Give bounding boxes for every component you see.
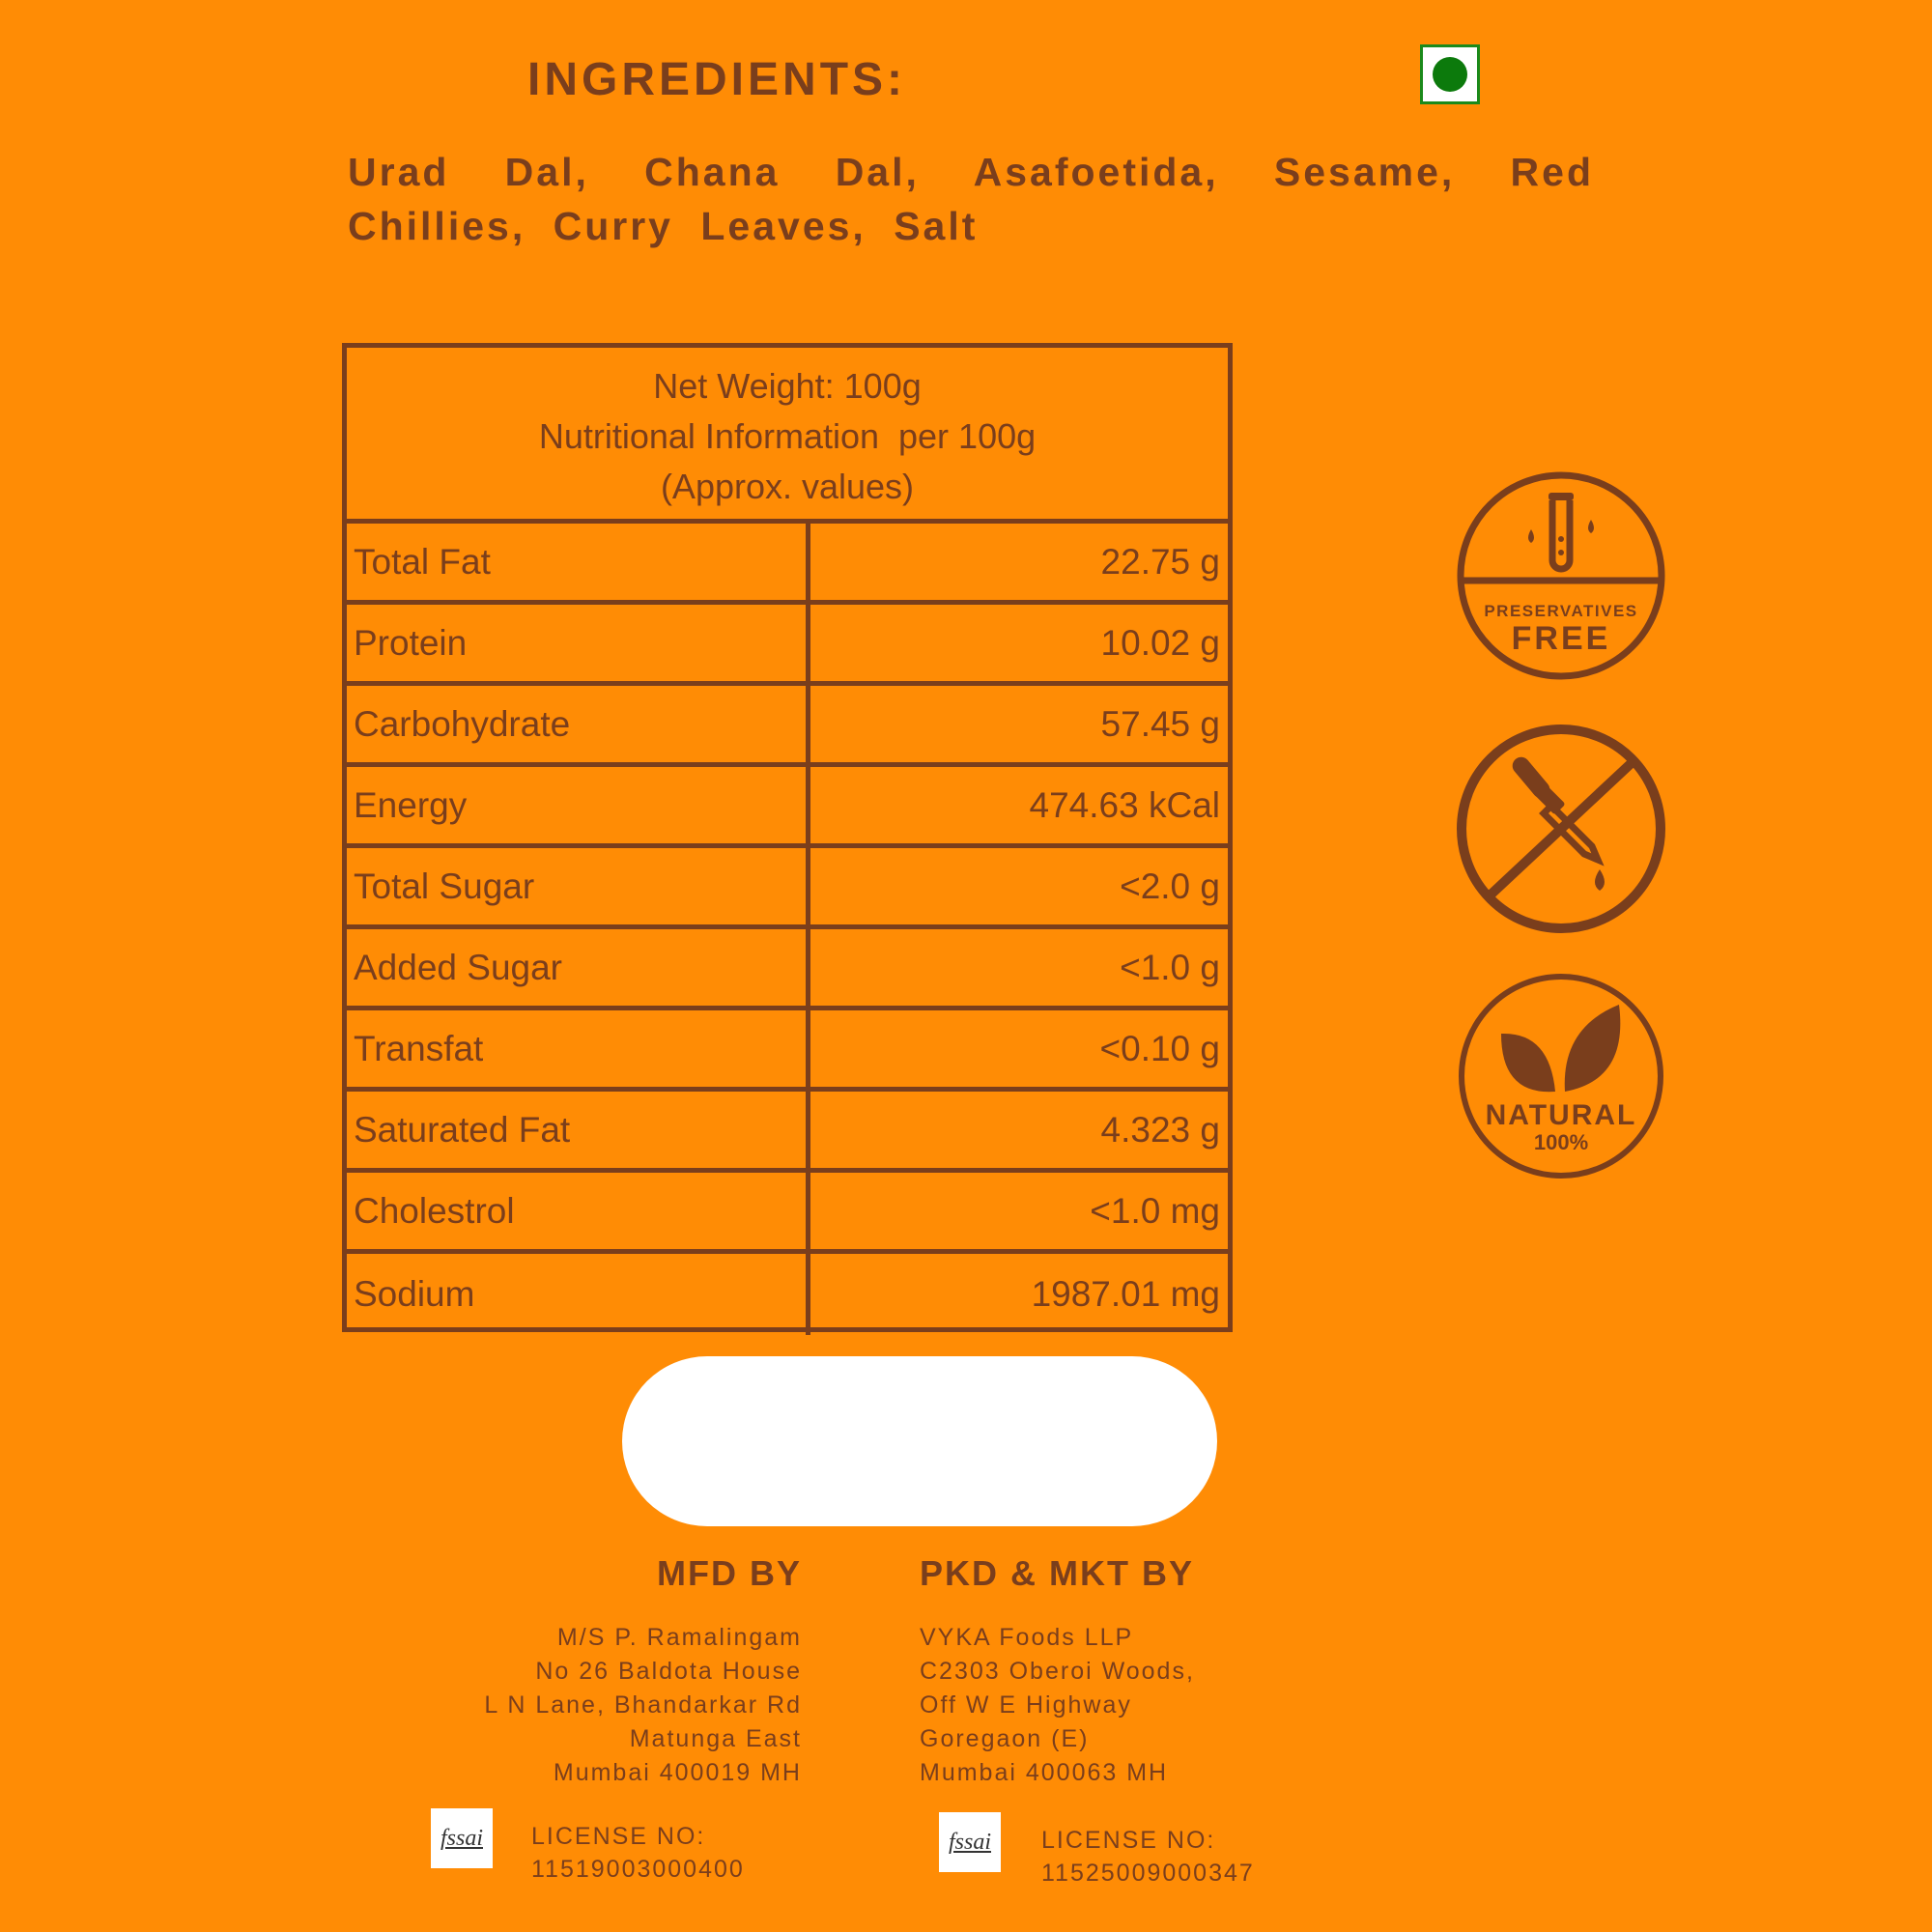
fssai-logo: fssai: [431, 1808, 493, 1868]
nutrient-value: <2.0 g: [1120, 866, 1220, 906]
no-additives-badge: [1457, 724, 1665, 933]
nutrition-row: [347, 605, 1228, 686]
leaves-icon: [1501, 1005, 1620, 1092]
nutrient-name: Protein: [347, 605, 810, 681]
packer-line: VYKA Foods LLP: [920, 1624, 1134, 1651]
manufacturer-license: [531, 1820, 745, 1886]
license-label: LICENSE NO:: [1041, 1827, 1216, 1854]
manufacturer-line: L N Lane, Bhandarkar Rd: [484, 1691, 802, 1719]
license-number: 11519003000400: [531, 1856, 745, 1883]
nutrient-value: <1.0 mg: [1090, 1190, 1220, 1231]
approx-values-label: (Approx. values): [660, 467, 915, 506]
blank-label-area: [622, 1356, 1217, 1526]
nutrient-value: 474.63 kCal: [1029, 784, 1220, 825]
manufacturer-line: No 26 Baldota House: [535, 1658, 802, 1685]
manufacturer-block: [484, 1553, 802, 1790]
manufacturer-line: Matunga East: [629, 1725, 802, 1752]
nutrition-row: [347, 767, 1228, 848]
nutrient-name: Transfat: [347, 1010, 810, 1087]
nutrient-value: 10.02 g: [1100, 622, 1220, 663]
license-number: 11525009000347: [1041, 1860, 1255, 1887]
packer-line: Mumbai 400063 MH: [920, 1759, 1169, 1786]
nutrient-name: Carbohydrate: [347, 686, 810, 762]
nutrient-value: <0.10 g: [1099, 1028, 1220, 1068]
packer-license: [1041, 1824, 1255, 1889]
nutrition-row: [347, 1010, 1228, 1092]
nutrition-row: [347, 929, 1228, 1010]
free-label: FREE: [1511, 620, 1611, 657]
packer-block: [920, 1553, 1195, 1790]
nutrient-value: 22.75 g: [1100, 541, 1220, 582]
nutrition-row: [347, 1254, 1228, 1335]
preservatives-free-badge: [1457, 471, 1665, 680]
manufacturer-title: MFD BY: [657, 1553, 802, 1593]
packer-title: PKD & MKT BY: [920, 1553, 1194, 1593]
nutrition-row: [347, 686, 1228, 767]
nutrient-value: 57.45 g: [1100, 703, 1220, 744]
nutrient-name: Sodium: [347, 1254, 810, 1335]
nutrient-value: 4.323 g: [1100, 1109, 1220, 1150]
test-tube-icon: [1528, 493, 1594, 569]
manufacturer-line: Mumbai 400019 MH: [553, 1759, 802, 1786]
nutrition-row: [347, 848, 1228, 929]
ingredients-title: INGREDIENTS:: [527, 54, 907, 105]
nutrient-name: Total Sugar: [347, 848, 810, 924]
preservatives-label: PRESERVATIVES: [1484, 602, 1638, 620]
nutrient-name: Energy: [347, 767, 810, 843]
packer-line: C2303 Oberoi Woods,: [920, 1658, 1195, 1685]
fssai-logo: fssai: [939, 1812, 1001, 1872]
nutrient-name: Cholestrol: [347, 1173, 810, 1249]
natural-100-badge: [1457, 972, 1665, 1180]
nutrition-row: [347, 524, 1228, 605]
nutrient-name: Added Sugar: [347, 929, 810, 1006]
license-label: LICENSE NO:: [531, 1823, 706, 1850]
natural-percent-label: 100%: [1533, 1130, 1589, 1154]
manufacturer-line: M/S P. Ramalingam: [556, 1624, 802, 1651]
nutrient-name: Total Fat: [347, 524, 810, 600]
natural-label: NATURAL: [1485, 1099, 1637, 1131]
nutrition-row: [347, 1092, 1228, 1173]
nutrition-row: [347, 1173, 1228, 1254]
nutrient-value: 1987.01 mg: [1031, 1274, 1220, 1314]
nutrient-value: <1.0 g: [1120, 947, 1220, 987]
veg-mark-icon: [1420, 44, 1480, 104]
net-weight-label: Net Weight: 100g: [653, 366, 922, 406]
ingredients-text: Urad Dal, Chana Dal, Asafoetida, Sesame, Red Chillies, Curry Leaves, Salt: [348, 150, 1594, 248]
nutrition-info-label: Nutritional Information per 100g: [538, 416, 1037, 456]
nutrition-header: [347, 348, 1228, 524]
nutrient-name: Saturated Fat: [347, 1092, 810, 1168]
packer-line: Off W E Highway: [920, 1691, 1132, 1719]
nutrition-table: [342, 343, 1233, 1332]
packer-line: Goregaon (E): [920, 1725, 1090, 1752]
